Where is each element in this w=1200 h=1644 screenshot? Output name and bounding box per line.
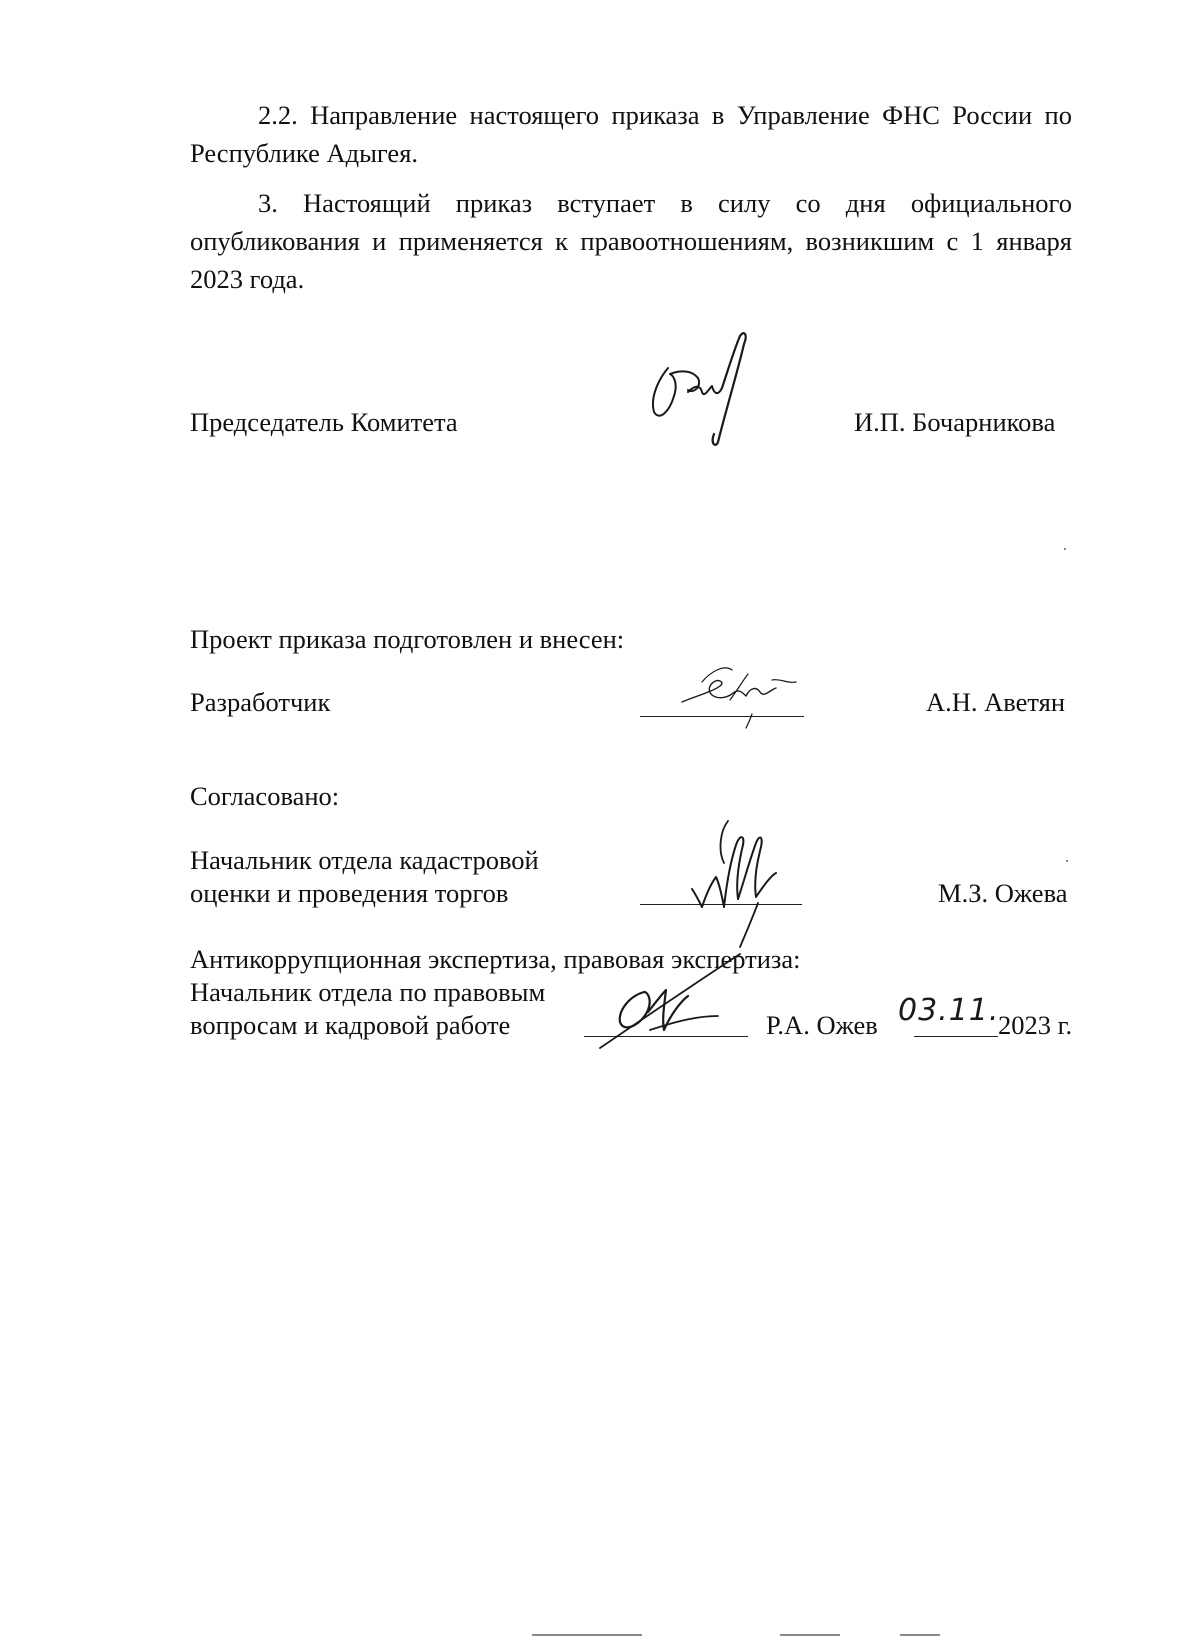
paragraph-2-2-line-2: Республике Адыгея. [190, 138, 419, 168]
legal-position-line-2: вопросам и кадровой работе [190, 1010, 511, 1040]
expertise-heading: Антикоррупционная экспертиза, правовая экспертиза: [190, 944, 801, 974]
developer-position: Разработчик [190, 687, 331, 717]
chairman-name: И.П. Бочарникова [854, 407, 1056, 437]
cadastral-position-line-2: оценки и проведения торгов [190, 878, 509, 908]
scan-edge-mark [780, 1634, 840, 1636]
scan-edge-mark [532, 1634, 642, 1636]
date-underline [914, 1036, 998, 1037]
prepared-heading: Проект приказа подготовлен и внесен: [190, 624, 625, 654]
cadastral-position-line-1: Начальник отдела кадастровой [190, 845, 539, 875]
developer-name: А.Н. Аветян [926, 687, 1066, 717]
paragraph-3-line-3: 2023 года. [190, 264, 305, 294]
agreed-heading: Согласовано: [190, 781, 340, 811]
cadastral-signature [680, 815, 790, 955]
handwritten-date: 03.11. [898, 993, 1000, 1028]
scan-speck [1064, 548, 1066, 550]
legal-name: Р.А. Ожев [766, 1010, 878, 1040]
paragraph-2-2-line-1: 2.2. Направление настоящего приказа в Управление ФНС России по [258, 100, 1072, 130]
legal-position-line-1: Начальник отдела по правовым [190, 977, 546, 1007]
legal-date-year: 2023 г. [998, 1010, 1073, 1040]
legal-signature [590, 950, 760, 1050]
scan-speck [1066, 860, 1068, 862]
chairman-signature [640, 330, 770, 450]
chairman-position: Председатель Комитета [190, 407, 458, 437]
paragraph-3-line-1: 3. Настоящий приказ вступает в силу со дня официального [258, 188, 1072, 218]
paragraph-3-line-2: опубликования и применяется к правоотношениям, возникшим с 1 января [190, 226, 1072, 256]
paragraph-3 [190, 184, 1072, 298]
scan-edge-mark [900, 1634, 940, 1636]
paragraph-2-2 [190, 96, 1072, 172]
developer-signature [672, 652, 812, 732]
cadastral-name: М.З. Ожева [938, 878, 1068, 908]
